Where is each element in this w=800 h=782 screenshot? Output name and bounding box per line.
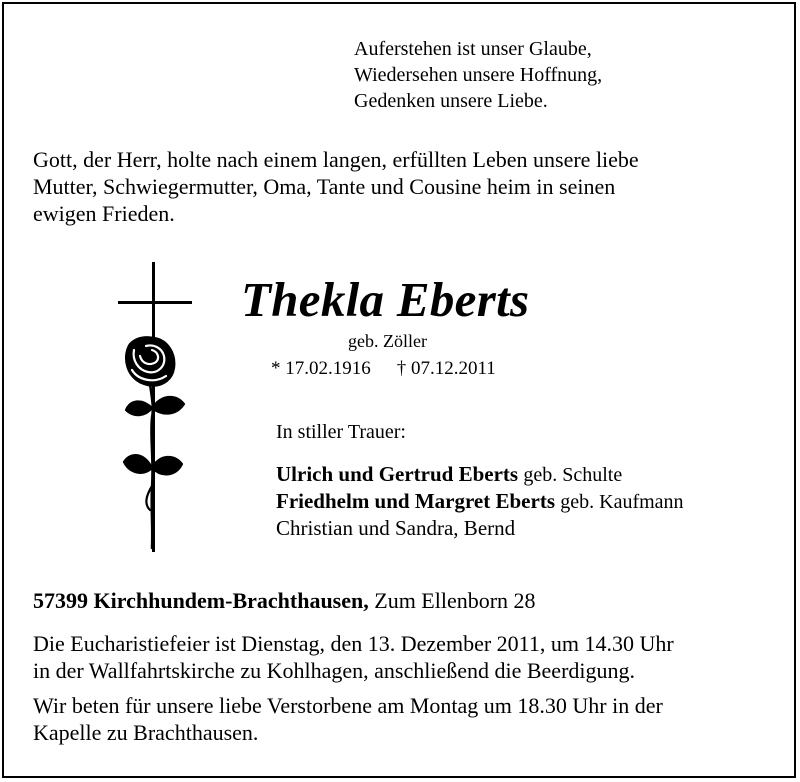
mourner-names: Friedhelm und Margret Eberts xyxy=(276,489,555,513)
intro-line: Mutter, Schwiegermutter, Oma, Tante und Cousine heim in seinen xyxy=(33,174,616,199)
death-date: † 07.12.2011 xyxy=(396,358,496,379)
address-line xyxy=(33,587,536,615)
cross-with-rose-icon xyxy=(104,258,204,558)
grandchildren-line: Christian und Sandra, Bernd xyxy=(276,516,516,540)
mourner-names: Ulrich und Gertrud Eberts xyxy=(276,462,519,486)
mourner-born-name: geb. Kaufmann xyxy=(560,491,684,513)
motto-line: Wiedersehen unsere Hoffnung, xyxy=(354,64,603,86)
mass-info xyxy=(33,630,674,684)
mass-line: in der Wallfahrtskirche zu Kohlhagen, anschließend die Beerdigung. xyxy=(33,658,636,683)
prayer-info xyxy=(33,692,663,746)
address-place: 57399 Kirchhundem-Brachthausen, xyxy=(33,588,369,613)
birth-date: * 17.02.1916 xyxy=(271,358,371,379)
motto-line: Auferstehen ist unser Glaube, xyxy=(354,38,592,60)
intro-text xyxy=(33,146,639,227)
deceased-name: Thekla Eberts xyxy=(241,272,530,327)
mourning-label: In stiller Trauer: xyxy=(276,421,406,443)
prayer-line: Kapelle zu Brachthausen. xyxy=(33,720,259,745)
intro-line: ewigen Frieden. xyxy=(33,201,175,226)
prayer-line: Wir beten für unsere liebe Verstorbene am Montag um 18.30 Uhr in der xyxy=(33,693,663,718)
mourner-line xyxy=(276,488,684,515)
mourner-born-name: geb. Schulte xyxy=(523,464,623,486)
intro-line: Gott, der Herr, holte nach einem langen, erfüllten Leben unsere liebe xyxy=(33,147,639,172)
maiden-name: geb. Zöller xyxy=(348,331,427,351)
mass-line: Die Eucharistiefeier ist Dienstag, den 13. Dezember 2011, um 14.30 Uhr xyxy=(33,631,674,656)
mourner-line xyxy=(276,461,684,488)
mourners-list xyxy=(276,461,684,541)
address-street: Zum Ellenborn 28 xyxy=(374,588,536,613)
life-dates xyxy=(271,357,496,381)
motto-line: Gedenken unsere Liebe. xyxy=(354,90,548,112)
motto-verse xyxy=(354,36,602,114)
